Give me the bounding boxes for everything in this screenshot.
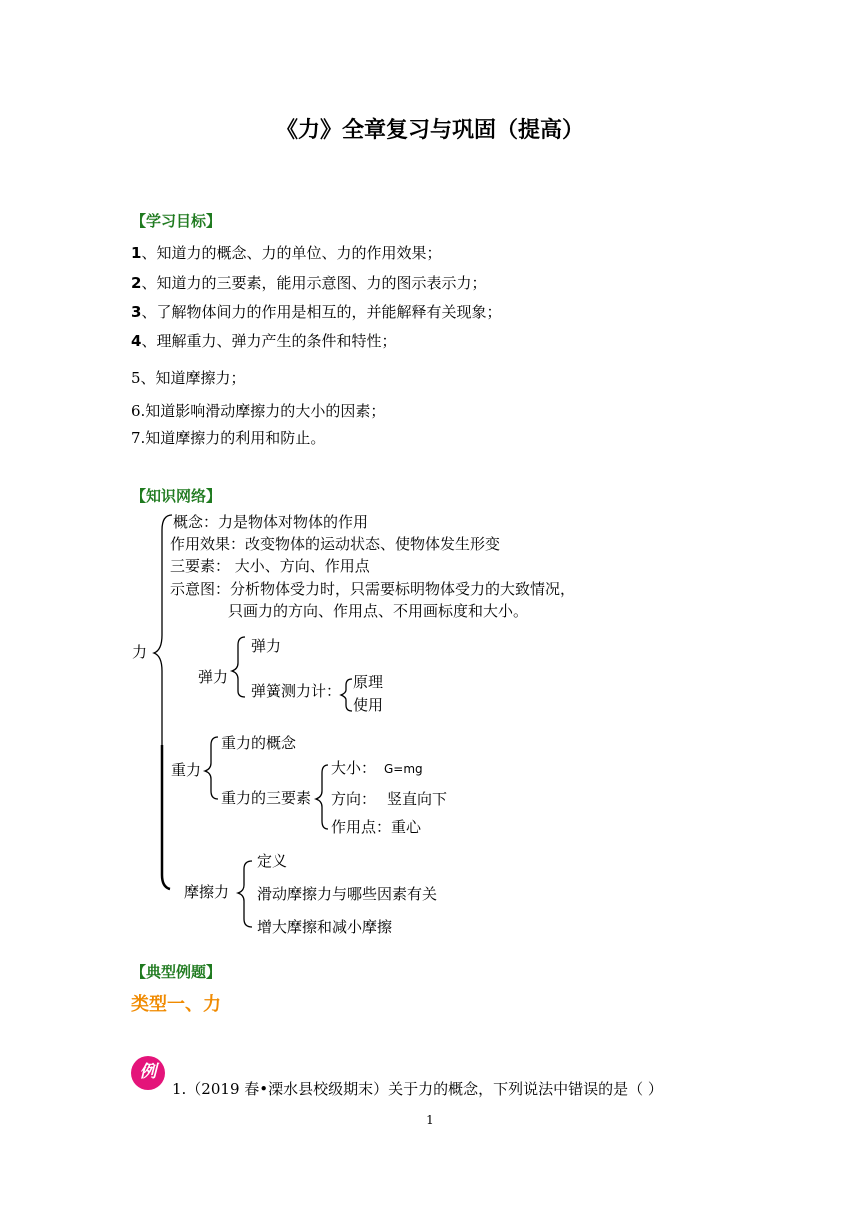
objective-item	[131, 427, 325, 448]
principle-node: 原理	[353, 673, 384, 691]
three-elements-node: 三要素： 大小、方向、作用点	[170, 557, 370, 575]
direction-label: 方向：	[331, 790, 377, 808]
objective-text: 6.知道影响滑动摩擦力的大小的因素；	[131, 402, 386, 420]
objective-text: 5、知道摩擦力；	[131, 369, 246, 387]
root-force-label: 力	[132, 643, 148, 661]
objective-item	[131, 367, 246, 388]
point-node: 作用点：重心	[331, 818, 422, 836]
objective-number: 1	[131, 244, 142, 262]
elastic-sub-node: 弹力	[251, 637, 282, 655]
document-title: 《力》全章复习与巩固（提高）	[275, 118, 584, 143]
objective-number: 3	[131, 303, 142, 321]
magnitude-formula: G=mg	[384, 762, 423, 776]
objective-number: 2	[131, 274, 142, 292]
page-number: 1	[426, 1113, 434, 1127]
example-badge-icon: 例	[131, 1056, 165, 1090]
effect-node: 作用效果：改变物体的运动状态、使物体发生形变	[170, 535, 501, 553]
objective-text: 、理解重力、弹力产生的条件和特性；	[141, 332, 397, 350]
diagram-node-line1: 示意图：分析物体受力时，只需要标明物体受力的大致情况，	[170, 580, 576, 598]
section-objectives-heading: 【学习目标】	[131, 212, 222, 230]
root-brace-lower	[162, 745, 170, 889]
objective-text: 、了解物体间力的作用是相互的，并能解释有关现象；	[141, 303, 502, 321]
objective-item	[131, 272, 486, 293]
sliding-node: 滑动摩擦力与哪些因素有关	[257, 885, 438, 903]
elastic-brace	[232, 637, 245, 697]
friction-brace	[238, 861, 252, 927]
type-one-heading: 类型一、力	[131, 994, 221, 1015]
direction-value: 竖直向下	[387, 790, 448, 808]
spring-scale-node: 弹簧测力计：	[251, 682, 342, 700]
section-network-heading: 【知识网络】	[131, 487, 222, 505]
gravity-brace	[205, 737, 218, 799]
objective-item	[131, 242, 441, 263]
knowledge-network-diagram	[120, 505, 576, 950]
friction-node: 摩擦力	[184, 883, 230, 901]
objective-text: 、知道力的概念、力的单位、力的作用效果；	[141, 244, 442, 262]
gravity-elements-node: 重力的三要素	[221, 789, 312, 807]
objective-item	[131, 301, 501, 322]
objective-item	[131, 400, 385, 421]
spring-brace	[341, 679, 352, 711]
section-examples-heading: 【典型例题】	[131, 963, 222, 981]
question-1: 1.（2019 春•溧水县校级期末）关于力的概念，下列说法中错误的是（ ）	[172, 1080, 663, 1098]
increase-decrease-node: 增大摩擦和减小摩擦	[257, 918, 393, 936]
objective-number: 4	[131, 332, 142, 350]
objective-item	[131, 330, 396, 351]
gravity-concept-node: 重力的概念	[221, 734, 297, 752]
magnitude-label: 大小：	[331, 759, 377, 777]
diagram-node-line2: 只画力的方向、作用点、不用画标度和大小。	[228, 602, 529, 620]
usage-node: 使用	[353, 696, 384, 714]
gravity-node: 重力	[171, 761, 202, 779]
gravity-elements-brace	[316, 765, 328, 829]
definition-node: 定义	[257, 852, 288, 870]
concept-node: 概念：力是物体对物体的作用	[173, 513, 369, 531]
objective-text: 、知道力的三要素，能用示意图、力的图示表示力；	[141, 274, 487, 292]
elastic-node: 弹力	[198, 668, 229, 686]
objective-text: 7.知道摩擦力的利用和防止。	[131, 429, 326, 447]
